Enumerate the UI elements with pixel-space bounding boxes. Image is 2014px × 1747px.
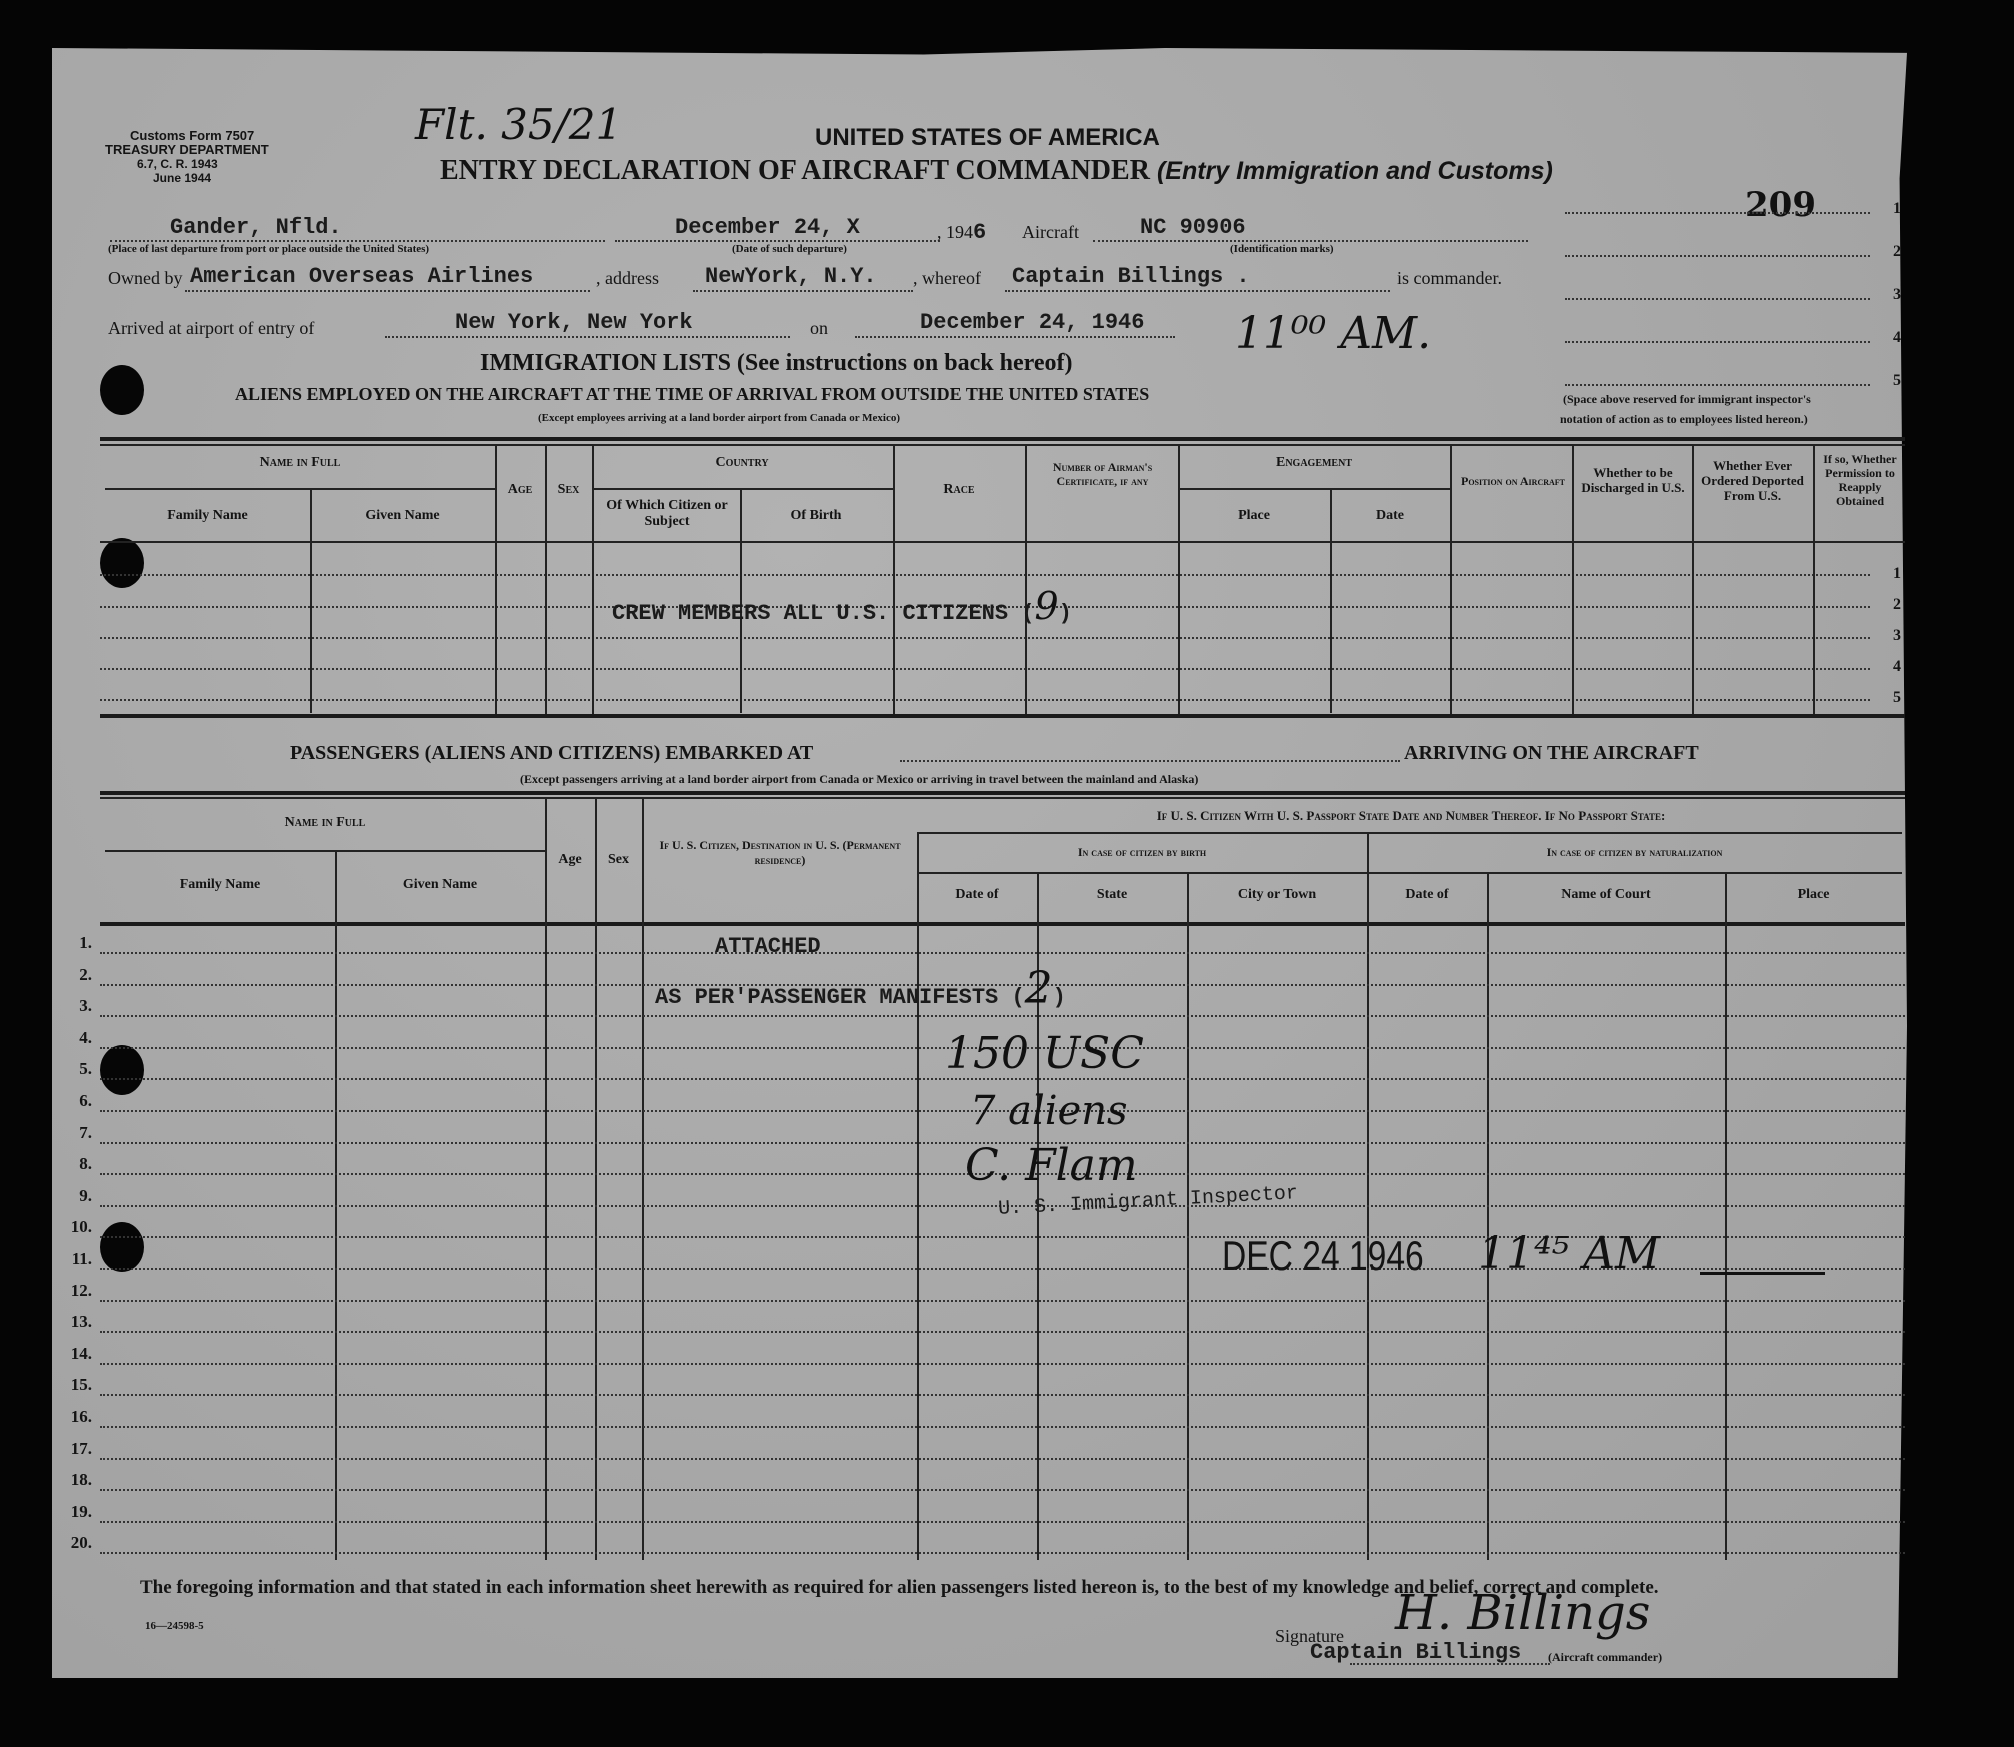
punch-hole [100, 365, 144, 415]
note-usc: 150 USC [945, 1028, 1144, 1079]
col-name-in-full: Name in Full [259, 455, 341, 470]
owned-by-label: Owned by [108, 268, 183, 288]
reserved-note-2: notation of action as to employees listed hereon.) [1560, 412, 1808, 426]
page-number: 209 [1745, 185, 1816, 225]
row-number: 11. [71, 1249, 92, 1268]
form-sheet [52, 48, 1907, 1678]
table-row [100, 1489, 1905, 1491]
col-race: Race [943, 482, 975, 497]
p-col-city: City or Town [1237, 887, 1317, 902]
row-number: 17. [70, 1439, 92, 1458]
p-col-place: Place [1797, 887, 1830, 902]
row-number: 1. [79, 933, 92, 952]
row-number: 19. [70, 1502, 92, 1521]
col-discharged: Whether to be Discharged in U.S. [1581, 465, 1685, 495]
col-place: Place [1238, 508, 1270, 523]
form-date: June 1944 [153, 171, 212, 185]
table-row [100, 1426, 1905, 1428]
immigration-except: (Except employees arriving at a land border airport from Canada or Mexico) [538, 412, 901, 424]
table-row [100, 1458, 1905, 1460]
row-number: 18. [70, 1470, 92, 1489]
reserved-note-1: (Space above reserved for immigrant inspector's [1563, 392, 1811, 406]
table-row [100, 1015, 1905, 1017]
p-col-name-in-full: Name in Full [284, 815, 366, 830]
departure-year: , 1946 [937, 220, 987, 245]
form-title: ENTRY DECLARATION OF AIRCRAFT COMMANDER (Entry Immigration and Customs) [440, 155, 1553, 186]
row-number: 12. [70, 1281, 92, 1300]
stamp-time: 11⁴⁵ AM [1478, 1228, 1661, 1279]
row-number: 6. [79, 1091, 92, 1110]
p-col-date-of-2: Date of [1405, 887, 1449, 902]
manifest-text: AS PER'PASSENGER MANIFESTS (2) [655, 963, 1066, 1014]
crew-note: CREW MEMBERS ALL U.S. CITIZENS (9) [612, 584, 1072, 628]
departure-place-caption: (Place of last departure from port or place outside the United States) [108, 243, 430, 255]
row-number: 10. [70, 1217, 92, 1236]
col-of-birth: Of Birth [790, 508, 842, 523]
punch-hole [100, 1045, 144, 1095]
col-date: Date [1376, 508, 1404, 523]
note-aliens: 7 aliens [970, 1088, 1128, 1134]
immigration-subtitle: ALIENS EMPLOYED ON THE AIRCRAFT AT THE TIME OF ARRIVAL FROM OUTSIDE THE UNITED STATES [235, 384, 1150, 404]
commander-value: Captain Billings . [1012, 264, 1250, 289]
col-position: Position on Aircraft [1460, 474, 1565, 488]
table-row [100, 1552, 1905, 1554]
form-regulation: 6.7, C. R. 1943 [137, 157, 218, 171]
whereof-label: , whereof [913, 268, 981, 288]
declaration-text: The foregoing information and that stated in each information sheet herewith as required for alien passengers listed hereon is, to the best of my knowledge and belief, correct and complete. [140, 1577, 1659, 1598]
col-age: Age [507, 482, 533, 497]
punch-hole [100, 1222, 144, 1272]
col-given-name: Given Name [365, 508, 440, 523]
col-permission: If so, Whether Permission to Reapply Obtained [1823, 452, 1897, 508]
arrival-label: Arrived at airport of entry of [108, 318, 315, 338]
table-row [100, 1363, 1905, 1365]
p-col-family-name: Family Name [179, 877, 261, 892]
table-row [100, 952, 1905, 954]
p-col-age: Age [558, 852, 582, 867]
aircraft-label: Aircraft [1022, 222, 1079, 242]
passengers-title-right: ARRIVING ON THE AIRCRAFT [1404, 742, 1699, 764]
inspector-stamp: U. S. Immigrant Inspector [997, 1182, 1299, 1221]
p-col-by-birth: In case of citizen by birth [1077, 845, 1207, 859]
row-number: 14. [70, 1344, 92, 1363]
row-number: 3. [79, 996, 92, 1015]
p-col-by-naturalization: In case of citizen by naturalization [1546, 845, 1723, 859]
aircraft-value: NC 90906 [1140, 215, 1246, 240]
col-deported: Whether Ever Ordered Deported From U.S. [1701, 458, 1804, 503]
owner-value: American Overseas Airlines [190, 264, 534, 289]
aircraft-caption: (Identification marks) [1230, 243, 1334, 255]
arrival-date-value: December 24, 1946 [920, 310, 1145, 335]
row-number: 4. [79, 1028, 92, 1047]
row-number: 15. [70, 1375, 92, 1394]
row-number: 13. [70, 1312, 92, 1331]
p-col-state: State [1096, 887, 1128, 902]
col-engagement: Engagement [1275, 455, 1352, 470]
p-col-destination: If U. S. Citizen, Destination in U. S. (Permanent residence) [659, 838, 901, 867]
col-citizen-of: Of Which Citizen or Subject [606, 498, 728, 529]
table-row [100, 1331, 1905, 1333]
passengers-title-left: PASSENGERS (ALIENS AND CITIZENS) EMBARKED AT [290, 742, 814, 764]
p-col-given-name: Given Name [402, 877, 478, 892]
row-number: 7. [79, 1123, 92, 1142]
attached-text: ATTACHED [715, 934, 821, 959]
address-label: , address [596, 268, 659, 288]
col-family-name: Family Name [167, 508, 248, 523]
commander-suffix: is commander. [1397, 268, 1502, 288]
table-row [100, 1300, 1905, 1302]
col-sex: Sex [557, 482, 580, 497]
departure-date-caption: (Date of such departure) [732, 243, 847, 255]
arrival-on-label: on [810, 318, 828, 338]
arrival-place-value: New York, New York [455, 310, 693, 335]
row-number: 2. [79, 965, 92, 984]
p-col-court: Name of Court [1561, 887, 1651, 902]
p-col-passport: If U. S. Citizen With U. S. Passport State Date and Number Thereof. If No Passport State: [1156, 808, 1666, 823]
p-col-sex: Sex [608, 852, 629, 867]
passengers-except: (Except passengers arriving at a land border airport from Canada or Mexico or arriving in travel between the mainland and Alaska) [520, 772, 1199, 786]
row-number: 20. [70, 1533, 92, 1552]
country-title: UNITED STATES OF AMERICA [815, 124, 1160, 151]
signature-hand: H. Billings [1395, 1585, 1651, 1641]
arrival-time-handwritten: 11⁰⁰ AM. [1235, 308, 1432, 359]
stamp-date: DEC 24 1946 [1222, 1232, 1424, 1279]
inspector-signature: C. Flam [965, 1140, 1138, 1191]
p-col-date-of: Date of [955, 887, 999, 902]
table-row [100, 1521, 1905, 1523]
address-value: NewYork, N.Y. [705, 264, 877, 289]
row-number: 16. [70, 1407, 92, 1426]
departure-place-value: Gander, Nfld. [170, 215, 342, 240]
signature-caption: (Aircraft commander) [1548, 1650, 1663, 1664]
row-number: 5. [79, 1059, 92, 1078]
signature-typed: Captain Billings [1310, 1640, 1522, 1665]
punch-hole [100, 538, 144, 588]
row-number: 9. [79, 1186, 92, 1205]
print-code: 16—24598-5 [145, 1620, 204, 1632]
col-airman-cert: Number of Airman's Certificate, if any [1052, 460, 1153, 488]
col-country: Country [715, 455, 769, 470]
immigration-title: IMMIGRATION LISTS (See instructions on back hereof) [480, 350, 1073, 376]
row-number: 8. [79, 1154, 92, 1173]
signature-label: Signature [1275, 1626, 1344, 1646]
form-department: TREASURY DEPARTMENT [105, 142, 269, 157]
form-number: Customs Form 7507 [130, 128, 255, 143]
flight-number-handwritten: Flt. 35/21 [415, 100, 623, 149]
departure-date-value: December 24, X [675, 215, 860, 240]
table-row [100, 1394, 1905, 1396]
